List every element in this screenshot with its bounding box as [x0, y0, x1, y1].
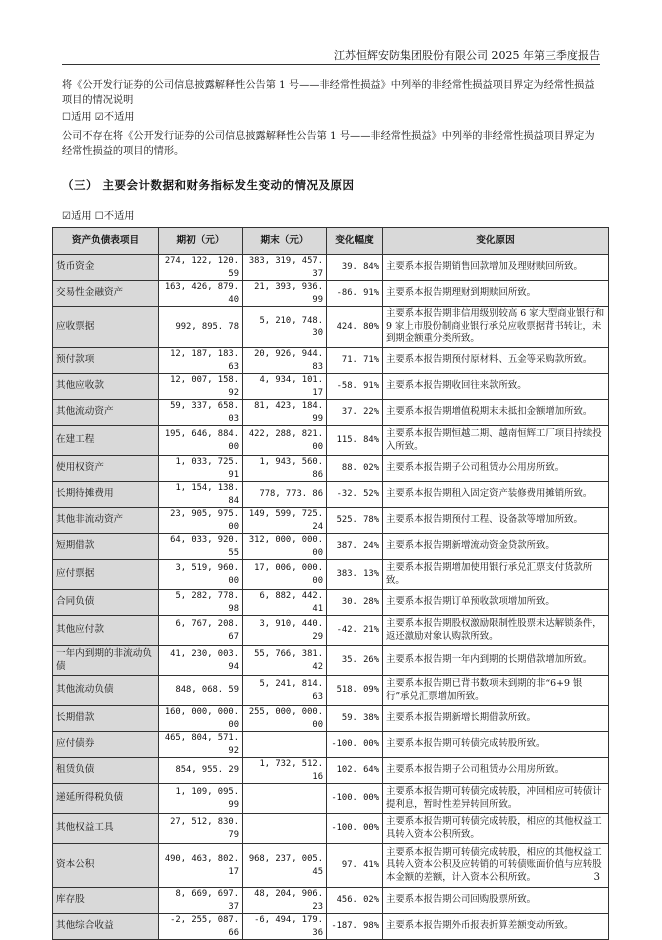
row-change-rate: 97. 41% [327, 844, 383, 888]
row-begin-value: 490, 463, 802. 17 [159, 844, 243, 888]
table-row [53, 758, 609, 784]
row-end-value: 48, 204, 906. 23 [243, 888, 327, 914]
page-number: 3 [593, 872, 600, 883]
row-begin-value: 12, 007, 158. 92 [159, 374, 243, 400]
table-row [53, 534, 609, 560]
section-title: （三） 主要会计数据和财务指标发生变动的情况及原因 [62, 178, 355, 192]
row-item: 其他流动资产 [53, 400, 159, 426]
row-end-value: 968, 237, 005. 45 [243, 844, 327, 888]
row-change-rate: -32. 52% [327, 482, 383, 508]
row-reason: 主要系本报告期子公司租赁办公用房所致。 [383, 758, 609, 784]
row-reason: 主要系本报告期恒越二期、越南恒辉工厂项目持续投入所致。 [383, 426, 609, 456]
section-applicability-option: ☑适用 ☐不适用 [62, 211, 135, 222]
row-item: 交易性金融资产 [53, 281, 159, 307]
row-end-value: 55, 766, 381. 42 [243, 646, 327, 676]
table-row [53, 374, 609, 400]
row-change-rate: -100. 00% [327, 814, 383, 844]
row-change-rate: -58. 91% [327, 374, 383, 400]
row-item: 其他流动负债 [53, 676, 159, 706]
row-begin-value: 1, 109, 095. 99 [159, 784, 243, 814]
table-row [53, 560, 609, 590]
row-end-value: 21, 393, 936. 99 [243, 281, 327, 307]
row-reason: 主要系本报告期租入固定资产装修费用摊销所致。 [383, 482, 609, 508]
row-begin-value: 8, 669, 697. 37 [159, 888, 243, 914]
row-change-rate: -42. 21% [327, 616, 383, 646]
row-end-value: 17, 006, 000. 00 [243, 560, 327, 590]
row-change-rate: 71. 71% [327, 348, 383, 374]
row-end-value: 5, 210, 748. 30 [243, 307, 327, 348]
row-item: 应付债券 [53, 732, 159, 758]
row-item: 库存股 [53, 888, 159, 914]
table-row [53, 646, 609, 676]
row-reason: 主要系本报告期股权激励限制性股票未达解锁条件，返还激励对象认购款所致。 [383, 616, 609, 646]
table-row [53, 888, 609, 914]
row-end-value: 6, 882, 442. 41 [243, 590, 327, 616]
row-end-value [243, 814, 327, 844]
report-header: 江苏恒辉安防集团股份有限公司 2025 年第三季度报告 [334, 49, 600, 62]
row-reason: 主要系本报告期公司回购股票所致。 [383, 888, 609, 914]
row-item: 长期待摊费用 [53, 482, 159, 508]
header-reason: 变化原因 [383, 228, 609, 255]
table-row [53, 348, 609, 374]
row-change-rate: -187. 98% [327, 914, 383, 940]
row-end-value: 1, 732, 512. 16 [243, 758, 327, 784]
row-reason: 主要系本报告期非信用级别较高 6 家大型商业银行和 9 家上市股份制商业银行承兑应收票据背书转让，未到期金额重分类所致。 [383, 307, 609, 348]
row-item: 短期借款 [53, 534, 159, 560]
row-end-value: 4, 934, 101. 17 [243, 374, 327, 400]
row-change-rate: 115. 84% [327, 426, 383, 456]
row-begin-value: 1, 154, 138. 84 [159, 482, 243, 508]
table-row [53, 508, 609, 534]
table-row [53, 456, 609, 482]
row-end-value: 383, 319, 457. 37 [243, 255, 327, 281]
applicability-option: ☐适用 ☑不适用 [62, 112, 135, 123]
row-item: 使用权资产 [53, 456, 159, 482]
row-reason: 主要系本报告期一年内到期的长期借款增加所致。 [383, 646, 609, 676]
row-item: 其他非流动资产 [53, 508, 159, 534]
row-change-rate: 102. 64% [327, 758, 383, 784]
row-change-rate: 30. 28% [327, 590, 383, 616]
table-row [53, 281, 609, 307]
row-begin-value: -2, 255, 087. 66 [159, 914, 243, 940]
row-reason: 主要系本报告期订单预收款项增加所致。 [383, 590, 609, 616]
row-begin-value: 12, 187, 183. 63 [159, 348, 243, 374]
table-row [53, 400, 609, 426]
row-reason: 主要系本报告期预付原材料、五金等采购款所致。 [383, 348, 609, 374]
row-end-value [243, 732, 327, 758]
row-begin-value: 3, 519, 960. 00 [159, 560, 243, 590]
row-item: 其他综合收益 [53, 914, 159, 940]
row-begin-value: 992, 895. 78 [159, 307, 243, 348]
row-begin-value: 274, 122, 120. 59 [159, 255, 243, 281]
row-reason: 主要系本报告期已背书数项未到期的非“6+9 银行”承兑汇票增加所致。 [383, 676, 609, 706]
row-change-rate: -100. 00% [327, 784, 383, 814]
row-item: 其他应收款 [53, 374, 159, 400]
row-change-rate: 456. 02% [327, 888, 383, 914]
row-begin-value: 854, 955. 29 [159, 758, 243, 784]
row-begin-value: 160, 000, 000. 00 [159, 706, 243, 732]
row-change-rate: -100. 00% [327, 732, 383, 758]
header-change: 变化幅度 [327, 228, 383, 255]
row-change-rate: 525. 78% [327, 508, 383, 534]
row-change-rate: 383. 13% [327, 560, 383, 590]
row-item: 资本公积 [53, 844, 159, 888]
header-end: 期末（元） [243, 228, 327, 255]
table-row [53, 255, 609, 281]
row-end-value: -6, 494, 179. 36 [243, 914, 327, 940]
table-header-row [53, 228, 609, 255]
table-row [53, 676, 609, 706]
row-end-value: 3, 910, 440. 29 [243, 616, 327, 646]
row-change-rate: 518. 09% [327, 676, 383, 706]
row-change-rate: 424. 80% [327, 307, 383, 348]
row-reason: 主要系本报告期理财到期赎回所致。 [383, 281, 609, 307]
table-row [53, 732, 609, 758]
table-row [53, 482, 609, 508]
row-begin-value: 6, 767, 208. 67 [159, 616, 243, 646]
row-begin-value: 195, 646, 884. 00 [159, 426, 243, 456]
row-begin-value: 465, 804, 571. 92 [159, 732, 243, 758]
header-item: 资产负债表项目 [53, 228, 159, 255]
header-divider [62, 64, 600, 65]
row-reason: 主要系本报告期子公司租赁办公用房所致。 [383, 456, 609, 482]
row-change-rate: 387. 24% [327, 534, 383, 560]
row-item: 其他权益工具 [53, 814, 159, 844]
row-end-value: 5, 241, 814. 63 [243, 676, 327, 706]
row-begin-value: 27, 512, 830. 79 [159, 814, 243, 844]
row-change-rate: 37. 22% [327, 400, 383, 426]
row-end-value: 81, 423, 184. 99 [243, 400, 327, 426]
row-item: 在建工程 [53, 426, 159, 456]
balance-sheet-change-table [52, 227, 609, 940]
table-row [53, 590, 609, 616]
table-row [53, 426, 609, 456]
row-reason: 主要系本报告期收回往来款所致。 [383, 374, 609, 400]
row-change-rate: 88. 02% [327, 456, 383, 482]
table-row [53, 616, 609, 646]
statement-paragraph: 公司不存在将《公开发行证券的公司信息披露解释性公告第 1 号——非经常性损益》中列举的非经常性损益项目界定为经常性损益的项目的情形。 [62, 131, 595, 157]
row-item: 其他应付款 [53, 616, 159, 646]
row-begin-value: 23, 905, 975. 00 [159, 508, 243, 534]
row-begin-value: 1, 033, 725. 91 [159, 456, 243, 482]
row-item: 合同负债 [53, 590, 159, 616]
row-begin-value: 64, 033, 920. 55 [159, 534, 243, 560]
row-reason: 主要系本报告期可转债完成转股，相应的其他权益工具转入资本公积所致。 [383, 814, 609, 844]
row-item: 应付票据 [53, 560, 159, 590]
header-begin: 期初（元） [159, 228, 243, 255]
row-end-value: 422, 288, 821. 00 [243, 426, 327, 456]
row-reason: 主要系本报告期可转债完成转股所致。 [383, 732, 609, 758]
row-begin-value: 59, 337, 658. 03 [159, 400, 243, 426]
row-item: 货币资金 [53, 255, 159, 281]
row-item: 应收票据 [53, 307, 159, 348]
table-row [53, 784, 609, 814]
table-row [53, 844, 609, 888]
row-item: 递延所得税负债 [53, 784, 159, 814]
row-reason: 主要系本报告期新增长期借款所致。 [383, 706, 609, 732]
intro-paragraph: 将《公开发行证券的公司信息披露解释性公告第 1 号——非经常性损益》中列举的非经常性损益项目界定为经常性损益项目的情况说明 [62, 80, 595, 106]
row-begin-value: 5, 282, 778. 98 [159, 590, 243, 616]
table-row [53, 706, 609, 732]
row-end-value [243, 784, 327, 814]
row-change-rate: 35. 26% [327, 646, 383, 676]
row-item: 长期借款 [53, 706, 159, 732]
row-change-rate: 39. 84% [327, 255, 383, 281]
row-item: 预付款项 [53, 348, 159, 374]
row-begin-value: 41, 230, 003. 94 [159, 646, 243, 676]
row-end-value: 312, 000, 000. 00 [243, 534, 327, 560]
row-reason: 主要系本报告期销售回款增加及理财赎回所致。 [383, 255, 609, 281]
row-change-rate: 59. 38% [327, 706, 383, 732]
row-reason: 主要系本报告期增值税期末未抵扣金额增加所致。 [383, 400, 609, 426]
row-change-rate: -86. 91% [327, 281, 383, 307]
row-end-value: 778, 773. 86 [243, 482, 327, 508]
row-reason: 主要系本报告期新增流动资金贷款所致。 [383, 534, 609, 560]
row-reason: 主要系本报告期预付工程、设备款等增加所致。 [383, 508, 609, 534]
row-end-value: 255, 000, 000. 00 [243, 706, 327, 732]
row-end-value: 1, 943, 560. 86 [243, 456, 327, 482]
row-begin-value: 848, 068. 59 [159, 676, 243, 706]
row-reason: 主要系本报告期可转债完成转股，冲回相应可转债计提利息，暂时性差异转回所致。 [383, 784, 609, 814]
row-reason: 主要系本报告期外币报表折算差额变动所致。 [383, 914, 609, 940]
row-end-value: 20, 926, 944. 83 [243, 348, 327, 374]
row-item: 租赁负债 [53, 758, 159, 784]
row-item: 一年内到期的非流动负债 [53, 646, 159, 676]
table-row [53, 307, 609, 348]
row-end-value: 149, 599, 725. 24 [243, 508, 327, 534]
row-reason: 主要系本报告期可转债完成转股，相应的其他权益工具转入资本公积及应转销的可转债账面价值与应转股本金额的差额，计入资本公积所致。 [383, 844, 609, 888]
row-reason: 主要系本报告期增加使用银行承兑汇票支付货款所致。 [383, 560, 609, 590]
table-row [53, 814, 609, 844]
row-begin-value: 163, 426, 879. 40 [159, 281, 243, 307]
